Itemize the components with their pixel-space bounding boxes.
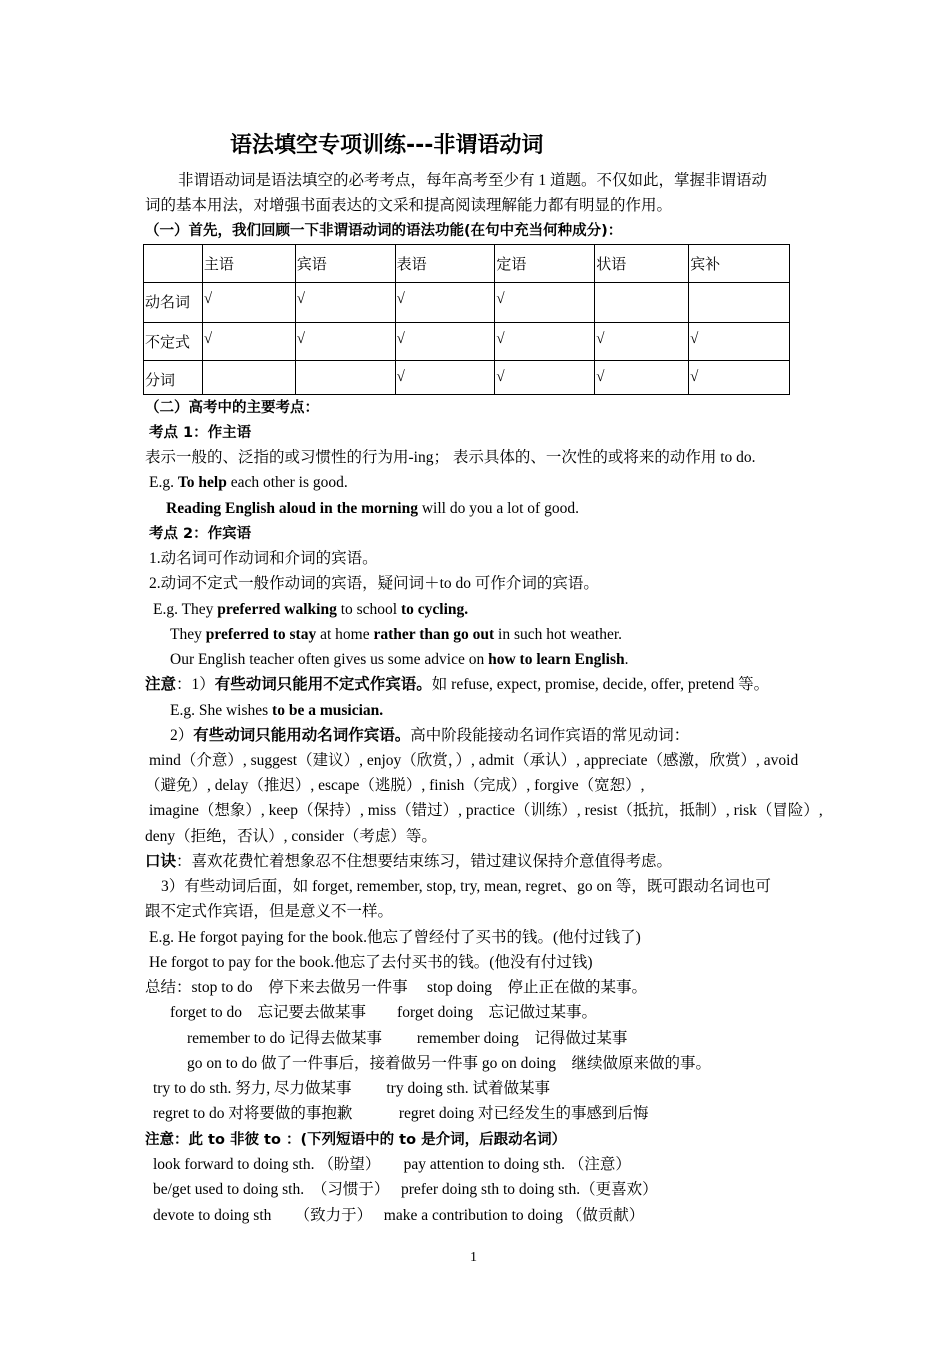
summary-line-2: forget to do 忘记要去做某事 forget doing 忘记做过某事。	[170, 1004, 597, 1021]
table-header-cell: 宾语	[295, 245, 395, 283]
table-header-cell: 主语	[202, 245, 295, 283]
note-2-list-3: imagine（想象）, keep（保持）, miss（错过）, practice（训练）, resist（抵抗，抵制）, risk（冒险）,	[149, 802, 823, 819]
note-3-example-1: E.g. He forgot paying for the book.他忘了曾经付了买书的钱。(他付过钱了)	[149, 929, 641, 946]
page-title: 语法填空专项训练---非谓语动词	[230, 133, 544, 158]
note-1-example: E.g. She wishes to be a musician.	[170, 702, 384, 719]
table-cell: √	[395, 361, 495, 395]
intro-line-1: 非谓语动词是语法填空的必考考点，每年高考至少有 1 道题。不仅如此，掌握非谓语动	[178, 172, 768, 189]
kp1-example-2: Reading English aloud in the morning will do you a lot of good.	[166, 500, 579, 517]
row-label: 动名词	[144, 283, 203, 323]
table-cell: √	[495, 361, 595, 395]
note-2-list-2: （避免）, delay（推迟）, escape（逃脱）, finish（完成）, forgive（宽恕）,	[145, 777, 645, 794]
table-cell: √	[689, 361, 790, 395]
table-cell	[689, 283, 790, 323]
table-header-cell: 宾补	[689, 245, 790, 283]
note-3-line-2: 跟不定式作宾语，但是意义不一样。	[145, 903, 394, 920]
kp1-example-1: E.g. To help each other is good.	[149, 474, 348, 491]
summary-line-6: regret to do 对将要做的事抱歉 regret doing 对已经发生的事感到后悔	[153, 1105, 649, 1122]
kp2-example-3: Our English teacher often gives us some advice on how to learn English.	[170, 651, 629, 668]
note-3-example-2: He forgot to pay for the book.他忘了去付买书的钱。(他没有付过钱)	[149, 954, 593, 971]
kp2-example-1: E.g. They preferred walking to school to cycling.	[153, 601, 469, 618]
table-cell: √	[595, 361, 689, 395]
row-label: 不定式	[144, 323, 203, 361]
table-cell: √	[689, 323, 790, 361]
table-cell: √	[395, 323, 495, 361]
summary-line-4: go on to do 做了一件事后，接着做另一件事 go on doing 继续做原来做的事。	[187, 1055, 711, 1072]
note-4-phrase-2: be/get used to doing sth. （习惯于） prefer doing sth to doing sth.（更喜欢）	[153, 1181, 658, 1198]
table-cell: √	[495, 323, 595, 361]
kp2-example-2: They preferred to stay at home rather than go out in such hot weather.	[170, 626, 623, 643]
mnemonic: 口诀：喜欢花费忙着想象忍不住想要结束练习，错过建议保持介意值得考虑。	[145, 853, 673, 870]
section1-heading: （一）首先，我们回顾一下非谓语动词的语法功能(在句中充当何种成分)：	[145, 223, 623, 239]
table-cell: √	[495, 283, 595, 323]
summary-line-5: try to do sth. 努力, 尽力做某事 try doing sth. 试着做某事	[153, 1080, 550, 1097]
summary-line-1: 总结：stop to do 停下来去做另一件事 stop doing 停止正在做的某事。	[145, 979, 648, 996]
note-4-phrase-1: look forward to doing sth. （盼望） pay attention to doing sth. （注意）	[153, 1156, 631, 1173]
note-4-phrase-3: devote to doing sth （致力于） make a contribution to doing （做贡献）	[153, 1207, 645, 1224]
note-1: 注意：1）有些动词只能用不定式作宾语。如 refuse, expect, promise, decide, offer, pretend 等。	[145, 676, 770, 693]
table-header-cell	[144, 245, 203, 283]
section2-heading: （二）高考中的主要考点：	[145, 400, 319, 416]
grammar-function-table	[143, 244, 790, 395]
table-row	[144, 323, 790, 361]
table-header-cell: 定语	[495, 245, 595, 283]
table-cell	[202, 361, 295, 395]
note-2-list-1: mind（介意）, suggest（建议）, enjoy（欣赏，）, admit（承认）, appreciate（感激，欣赏）, avoid	[149, 752, 799, 769]
table-cell: √	[295, 323, 395, 361]
note-2-list-4: deny（拒绝，否认）, consider（考虑）等。	[145, 828, 437, 845]
page-number: 1	[470, 1250, 477, 1265]
note-3-line-1: 3）有些动词后面，如 forget, remember, stop, try, mean, regret、go on 等，既可跟动名词也可	[161, 878, 771, 895]
row-label: 分词	[144, 361, 203, 395]
kp2-heading: 考点 2：作宾语	[149, 526, 252, 542]
intro-line-2: 词的基本用法，对增强书面表达的文采和提高阅读理解能力都有明显的作用。	[145, 197, 673, 214]
table-cell: √	[295, 283, 395, 323]
table-cell: √	[202, 283, 295, 323]
table-header-cell: 表语	[395, 245, 495, 283]
table-cell	[595, 283, 689, 323]
table-row	[144, 283, 790, 323]
kp2-point-2: 2.动词不定式一般作动词的宾语，疑问词＋to do 可作介词的宾语。	[149, 575, 599, 592]
table-row	[144, 361, 790, 395]
note-2: 2）有些动词只能用动名词作宾语。高中阶段能接动名词作宾语的常见动词：	[170, 727, 690, 744]
table-cell: √	[595, 323, 689, 361]
kp2-point-1: 1.动名词可作动词和介词的宾语。	[149, 550, 378, 567]
table-cell	[295, 361, 395, 395]
table-header-row	[144, 245, 790, 283]
kp1-heading: 考点 1：作主语	[149, 425, 252, 441]
table-cell: √	[395, 283, 495, 323]
note-4-heading: 注意：此 to 非彼 to ：(下列短语中的 to 是介词，后跟动名词）	[145, 1132, 567, 1148]
table-cell: √	[202, 323, 295, 361]
summary-line-3: remember to do 记得去做某事 remember doing 记得做过某事	[187, 1030, 628, 1047]
kp1-desc: 表示一般的、泛指的或习惯性的行为用-ing； 表示具体的、一次性的或将来的动作用 to do.	[145, 449, 756, 466]
table-header-cell: 状语	[595, 245, 689, 283]
